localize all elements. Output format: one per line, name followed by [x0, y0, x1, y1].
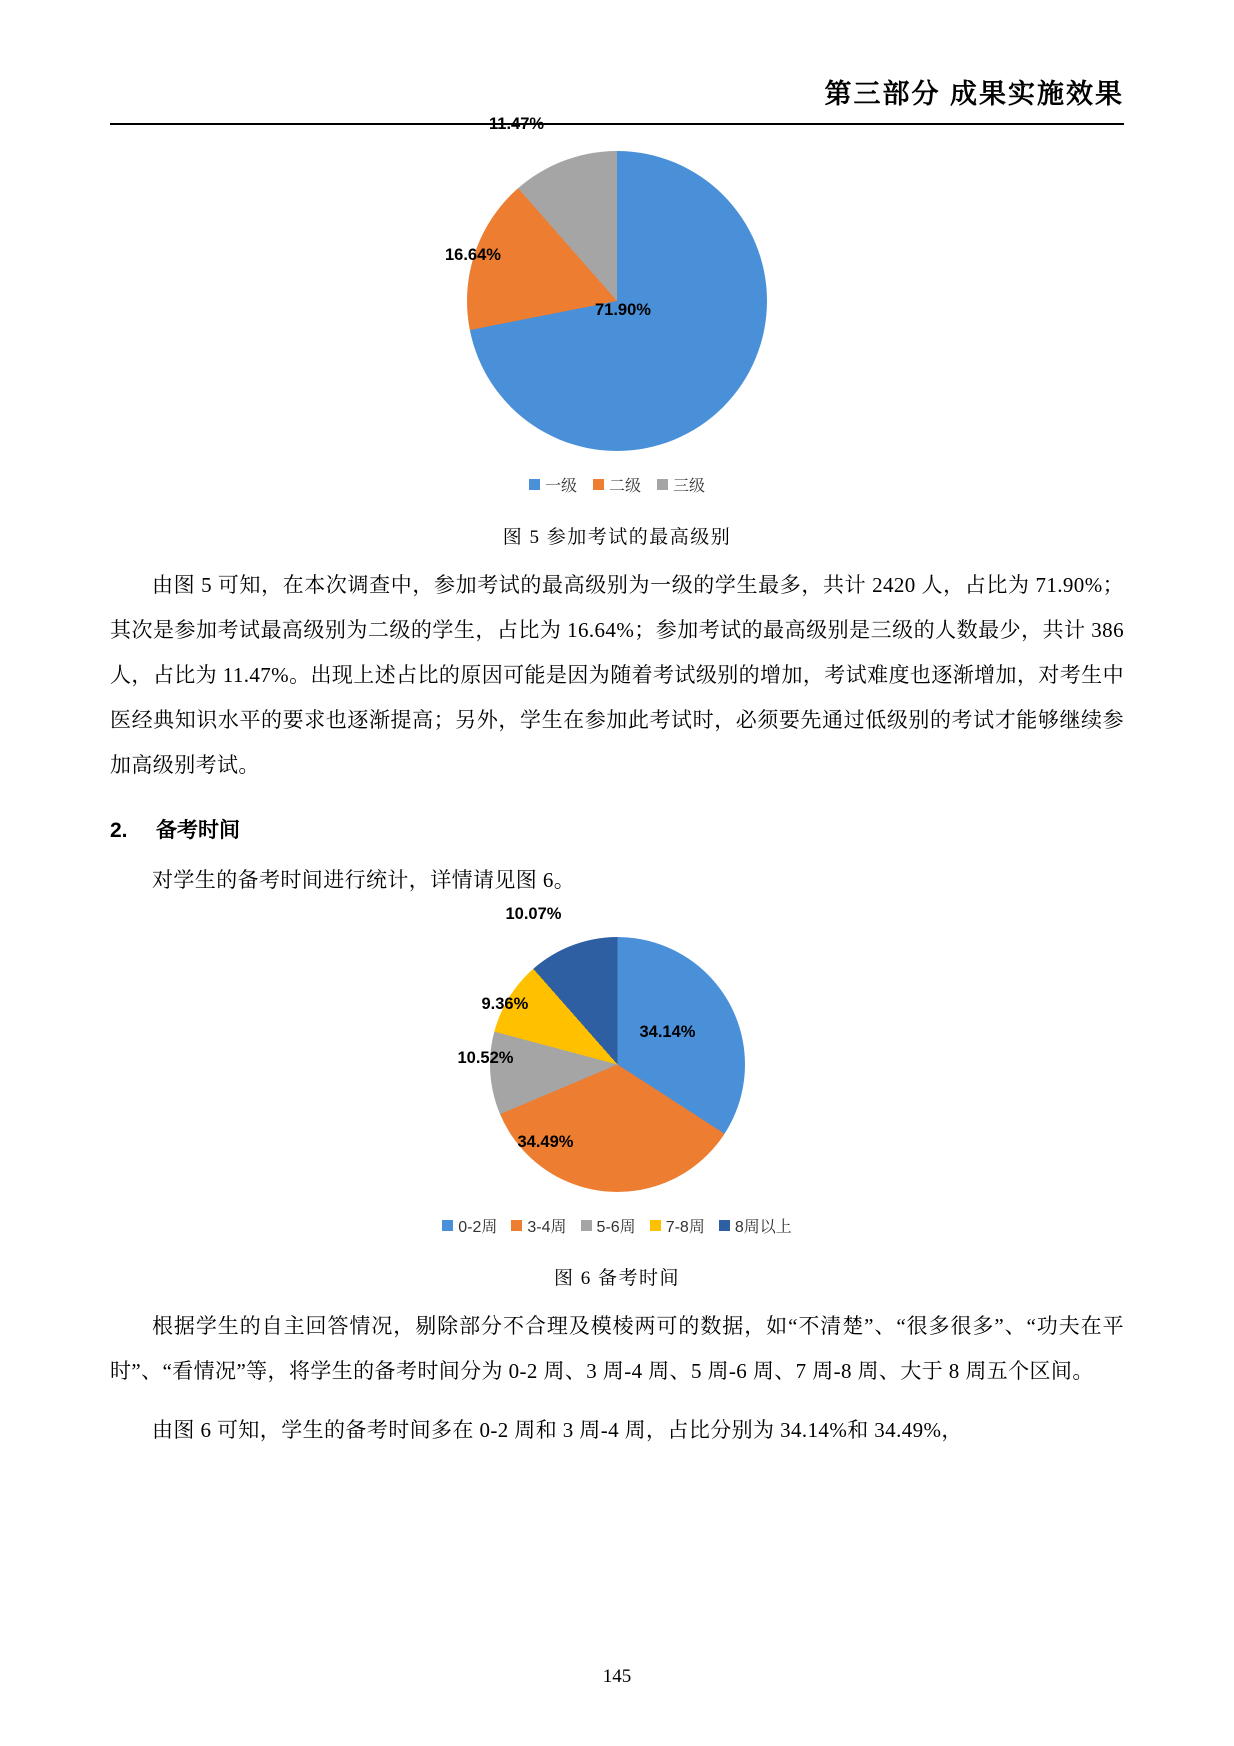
- section-number: 2.: [110, 819, 128, 842]
- legend-label-level2: 二级: [608, 478, 641, 495]
- paragraph-2: 对学生的备考时间进行统计，详情请见图 6。: [152, 868, 576, 892]
- legend-label-3-4: 3-4周: [527, 1219, 567, 1236]
- pie-6-label-8plus: 10.07%: [505, 905, 562, 923]
- legend-swatch-orange: [593, 479, 604, 490]
- legend-label-7-8: 7-8周: [665, 1219, 705, 1236]
- figure-5-caption: 图 5 参加考试的最高级别: [502, 527, 732, 548]
- legend-label-level3: 三级: [673, 478, 706, 495]
- section-title: 备考时间: [156, 819, 240, 842]
- legend-item-5-6: [581, 1214, 636, 1237]
- legend-item-3-4: [511, 1214, 566, 1237]
- legend-swatch-darkblue: [719, 1220, 730, 1231]
- legend-item-7-8: [650, 1214, 705, 1237]
- pie-chart-6: [457, 905, 745, 1192]
- pie-6-label-7to8: 9.36%: [481, 995, 529, 1013]
- pie-6-slices: [490, 937, 745, 1192]
- legend-swatch-orange: [511, 1220, 522, 1231]
- legend-swatch-yellow: [650, 1220, 661, 1231]
- legend-label-0-2: 0-2周: [458, 1219, 498, 1236]
- legend-item-level3: [657, 473, 705, 496]
- legend-item-level2: [593, 473, 641, 496]
- legend-swatch-gray: [581, 1220, 592, 1231]
- header-title: 第三部分 成果实施效果: [824, 79, 1124, 109]
- legend-item-8plus: [719, 1214, 792, 1237]
- legend-swatch-blue: [529, 479, 540, 490]
- legend-label-5-6: 5-6周: [596, 1219, 636, 1236]
- pie-6-label-0to2: 34.14%: [639, 1023, 696, 1041]
- pie-5-label-3: 11.47%: [489, 115, 545, 133]
- page-number: 145: [602, 1666, 632, 1687]
- pie-chart-5: [445, 115, 767, 451]
- legend-swatch-gray: [657, 479, 668, 490]
- legend-label-8plus: 8周以上: [734, 1219, 792, 1236]
- section-heading-2: [110, 814, 1124, 844]
- pie-5-label-1: 71.90%: [595, 301, 651, 319]
- pie-6-legend: [442, 1214, 791, 1237]
- figure-6-caption: 图 6 备考时间: [553, 1268, 680, 1289]
- pie-6-label-3to4: 34.49%: [517, 1133, 574, 1151]
- page-header: [110, 0, 1124, 125]
- pie-5-legend: [529, 473, 705, 496]
- legend-label-level1: 一级: [544, 478, 577, 495]
- paragraph-3: 根据学生的自主回答情况，剔除部分不合理及模棱两可的数据，如“不清楚”、“很多很多”、“功夫在平时”、“看情况”等，将学生的备考时间分为 0-2 周、3 周-4 周、5 周-6 周、7 周-8 周、大于 8 周五个区间。: [110, 1314, 1124, 1383]
- paragraph-4: 由图 6 可知，学生的备考时间多在 0-2 周和 3 周-4 周，占比分别为 34.14%和 34.49%，: [152, 1418, 963, 1442]
- header-divider: [110, 123, 1124, 125]
- figure-5: [110, 115, 1124, 549]
- pie-5-label-2: 16.64%: [445, 246, 501, 264]
- legend-item-level1: [529, 473, 577, 496]
- pie-6-label-5to6: 10.52%: [457, 1049, 514, 1067]
- legend-swatch-blue: [442, 1220, 453, 1231]
- legend-item-0-2: [442, 1214, 497, 1237]
- paragraph-1: 由图 5 可知，在本次调查中，参加考试的最高级别为一级的学生最多，共计 2420 人，占比为 71.90%；其次是参加考试最高级别为二级的学生，占比为 16.64%；参加考试的最高级别是三级的人数最少，共计 386 人，占比为 11.47%。出现上述占比的原因可能是因为随着考试级别的增加，考试难度也逐渐增加，对考生中医经典知识水平的要求也逐渐提高；另外，学生在参加此考试时，必须要先通过低级别的考试才能够继续参加高级别考试。: [110, 573, 1124, 777]
- figure-6: [110, 905, 1124, 1290]
